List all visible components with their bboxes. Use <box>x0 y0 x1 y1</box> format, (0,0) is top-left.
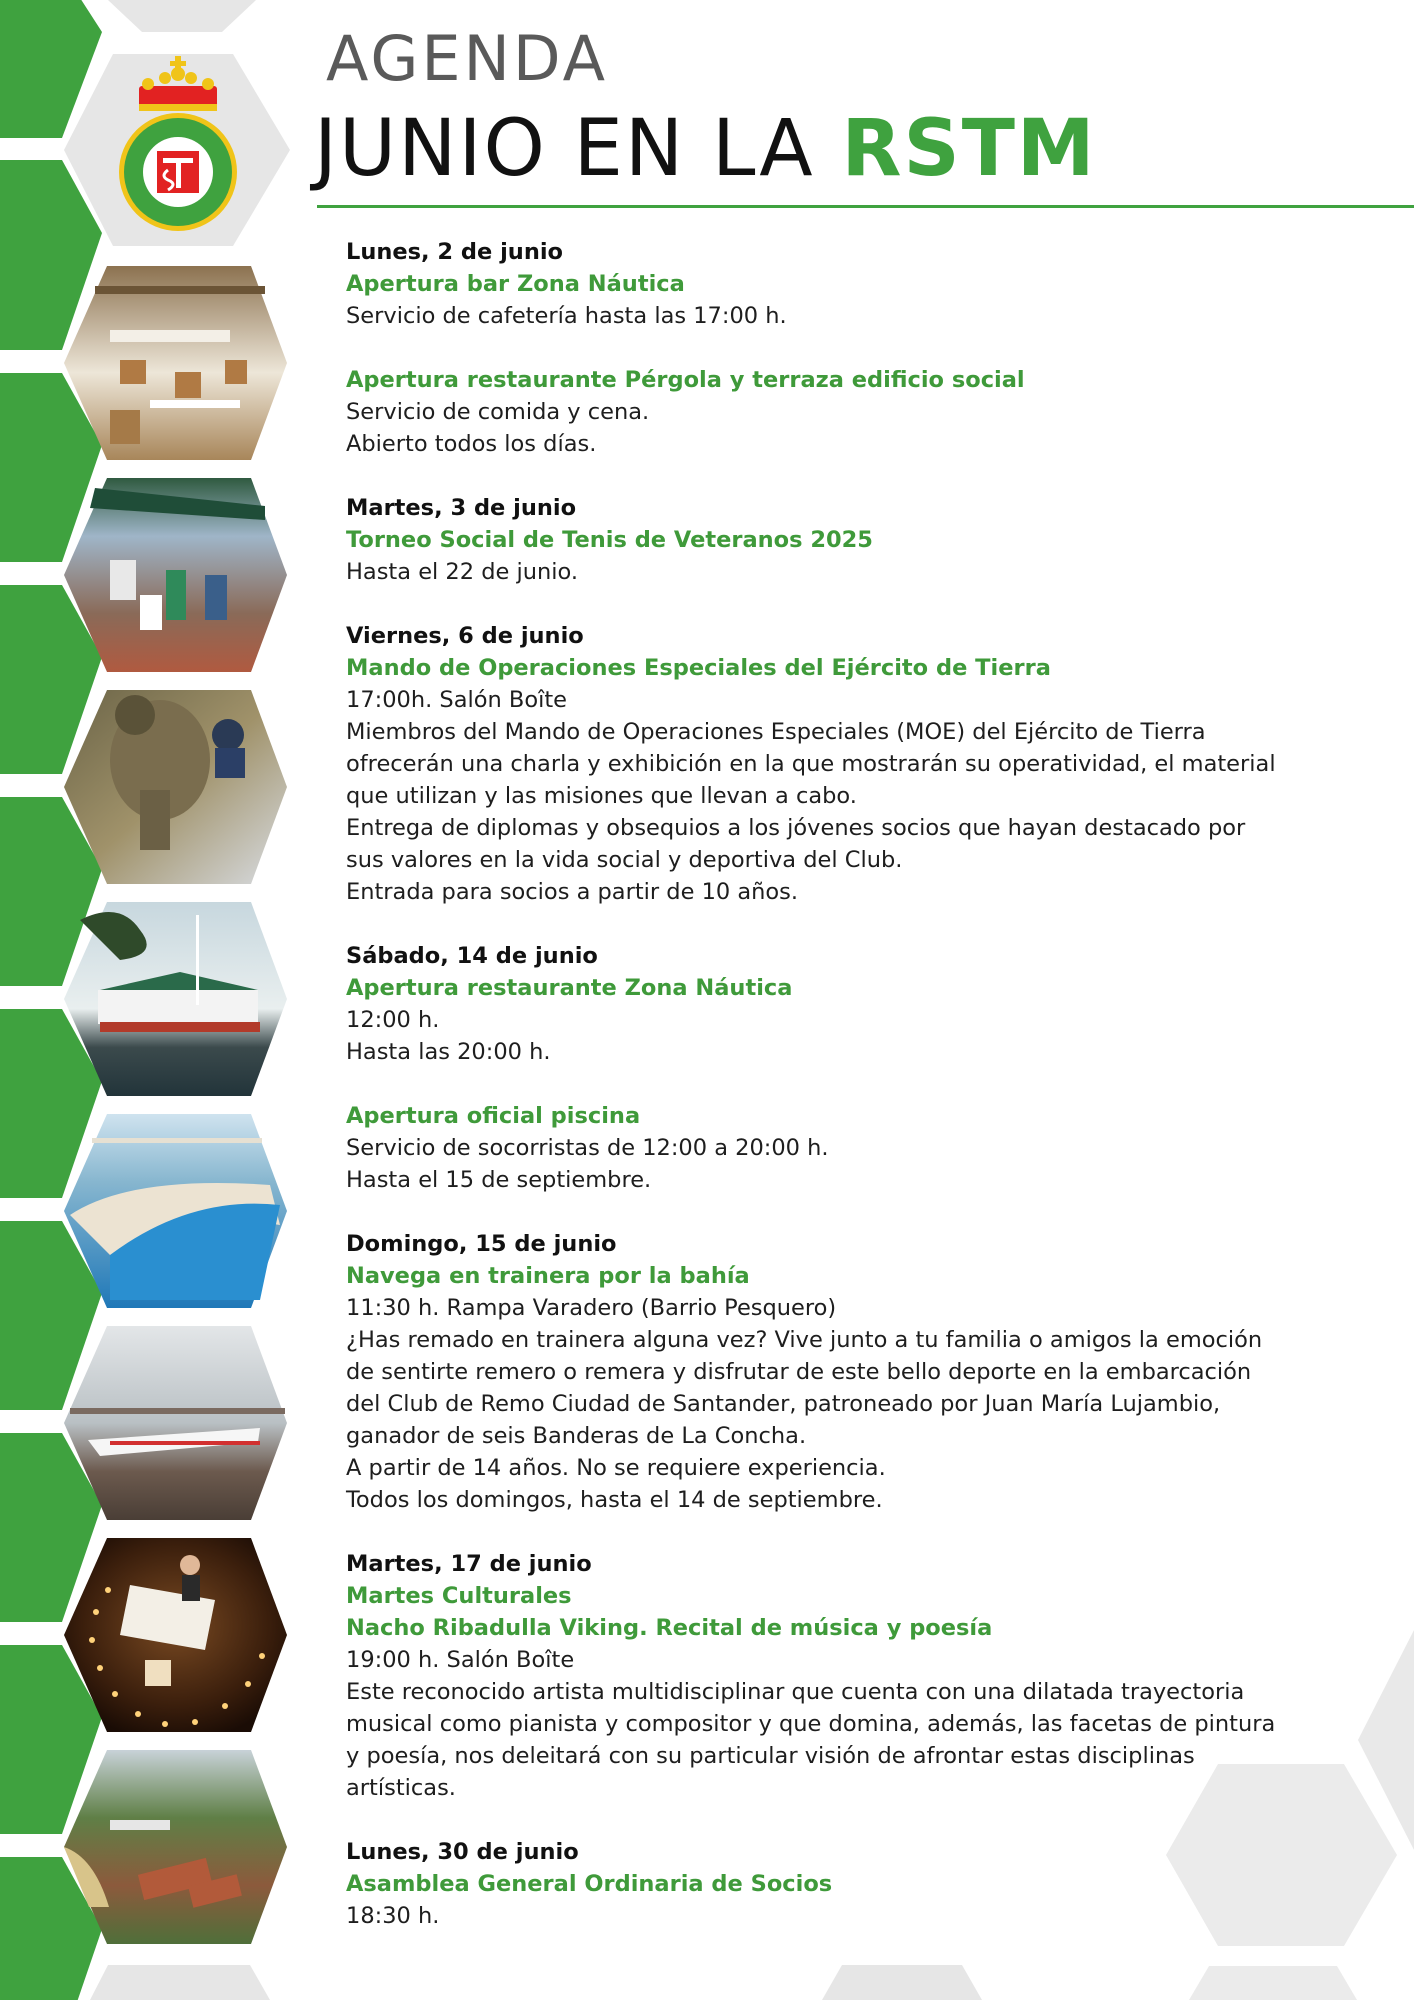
event-detail: 12:00 h. <box>346 1007 440 1033</box>
agenda-list <box>346 236 1356 1964</box>
event-detail: ofrecerán una charla y exhibición en la que mostrarán su operatividad, el material <box>346 751 1276 777</box>
event-detail: y poesía, nos deleitará con su particular visión de afrontar estas disciplinas <box>346 1743 1195 1769</box>
page-title-accent: RSTM <box>841 104 1097 194</box>
decor-hexagon <box>90 1965 270 2000</box>
event-detail: Entrada para socios a partir de 10 años. <box>346 879 799 905</box>
event-date: Lunes, 30 de junio <box>346 1839 579 1865</box>
photo-nautical-bar-icon <box>64 266 287 460</box>
event-title: Nacho Ribadulla Viking. Recital de música y poesía <box>346 1615 993 1641</box>
event-title: Torneo Social de Tenis de Veteranos 2025 <box>346 527 873 553</box>
photo-terrace-crowd-icon <box>64 478 287 672</box>
event-detail: Hasta el 22 de junio. <box>346 559 579 585</box>
page-title-main: JUNIO EN LA <box>314 104 815 194</box>
agenda-event <box>346 940 1356 1068</box>
photo-special-forces-icon <box>64 690 287 884</box>
agenda-event <box>346 1228 1356 1516</box>
decor-hexagon <box>1189 1966 1357 2000</box>
agenda-event <box>346 1548 1356 1804</box>
photo-aerial-club-icon <box>64 1750 287 1944</box>
agenda-event <box>346 1100 1356 1196</box>
event-title: Asamblea General Ordinaria de Socios <box>346 1871 833 1897</box>
event-detail: Servicio de cafetería hasta las 17:00 h. <box>346 303 787 329</box>
event-detail: Este reconocido artista multidisciplinar que cuenta con una dilatada trayectoria <box>346 1679 1245 1705</box>
event-title: Apertura restaurante Zona Náutica <box>346 975 793 1001</box>
event-detail: ganador de seis Banderas de La Concha. <box>346 1423 807 1449</box>
event-detail: Todos los domingos, hasta el 14 de septiembre. <box>346 1487 883 1513</box>
event-detail: Abierto todos los días. <box>346 431 597 457</box>
photo-pool-icon <box>64 1114 287 1308</box>
photo-pianist-icon <box>64 1538 287 1732</box>
event-detail: A partir de 14 años. No se requiere experiencia. <box>346 1455 886 1481</box>
page-title <box>314 104 1097 194</box>
event-title: Apertura bar Zona Náutica <box>346 271 685 297</box>
photo-clubhouse-icon <box>64 902 287 1096</box>
event-title: Apertura restaurante Pérgola y terraza edificio social <box>346 367 1025 393</box>
agenda-event <box>346 492 1356 588</box>
agenda-event <box>346 236 1356 332</box>
event-detail: ¿Has remado en trainera alguna vez? Vive junto a tu familia o amigos la emoción <box>346 1327 1263 1353</box>
event-date: Domingo, 15 de junio <box>346 1231 617 1257</box>
event-title: Navega en trainera por la bahía <box>346 1263 750 1289</box>
event-detail: 18:30 h. <box>346 1903 440 1929</box>
event-detail: del Club de Remo Ciudad de Santander, patroneado por Juan María Lujambio, <box>346 1391 1221 1417</box>
event-date: Martes, 17 de junio <box>346 1551 592 1577</box>
event-date: Martes, 3 de junio <box>346 495 577 521</box>
decor-hexagon <box>108 0 256 32</box>
event-date: Viernes, 6 de junio <box>346 623 584 649</box>
photo-trainera-boat-icon <box>64 1326 287 1520</box>
event-detail: Entrega de diplomas y obsequios a los jóvenes socios que hayan destacado por <box>346 815 1246 841</box>
agenda-event <box>346 1836 1356 1932</box>
event-detail: 11:30 h. Rampa Varadero (Barrio Pesquero) <box>346 1295 837 1321</box>
event-detail: de sentirte remero o remera y disfrutar de este bello deporte en la embarcación <box>346 1359 1252 1385</box>
event-detail: 19:00 h. Salón Boîte <box>346 1647 575 1673</box>
title-divider <box>317 205 1414 208</box>
event-detail: Miembros del Mando de Operaciones Especiales (MOE) del Ejército de Tierra <box>346 719 1206 745</box>
event-detail: Hasta el 15 de septiembre. <box>346 1167 652 1193</box>
event-detail: Servicio de comida y cena. <box>346 399 650 425</box>
event-date: Sábado, 14 de junio <box>346 943 598 969</box>
agenda-event <box>346 620 1356 908</box>
event-title: Martes Culturales <box>346 1583 572 1609</box>
event-detail: artísticas. <box>346 1775 456 1801</box>
event-detail: musical como pianista y compositor y que domina, además, las facetas de pintura <box>346 1711 1276 1737</box>
page-kicker: AGENDA <box>326 22 608 95</box>
event-title: Mando de Operaciones Especiales del Ejército de Tierra <box>346 655 1051 681</box>
event-date: Lunes, 2 de junio <box>346 239 564 265</box>
event-detail: 17:00h. Salón Boîte <box>346 687 568 713</box>
event-title: Apertura oficial piscina <box>346 1103 641 1129</box>
event-detail: sus valores en la vida social y deportiva del Club. <box>346 847 903 873</box>
event-detail: Servicio de socorristas de 12:00 a 20:00 h. <box>346 1135 829 1161</box>
agenda-event <box>346 364 1356 460</box>
event-detail: que utilizan y las misiones que llevan a cabo. <box>346 783 857 809</box>
decor-hexagon <box>822 1965 982 2000</box>
event-detail: Hasta las 20:00 h. <box>346 1039 551 1065</box>
